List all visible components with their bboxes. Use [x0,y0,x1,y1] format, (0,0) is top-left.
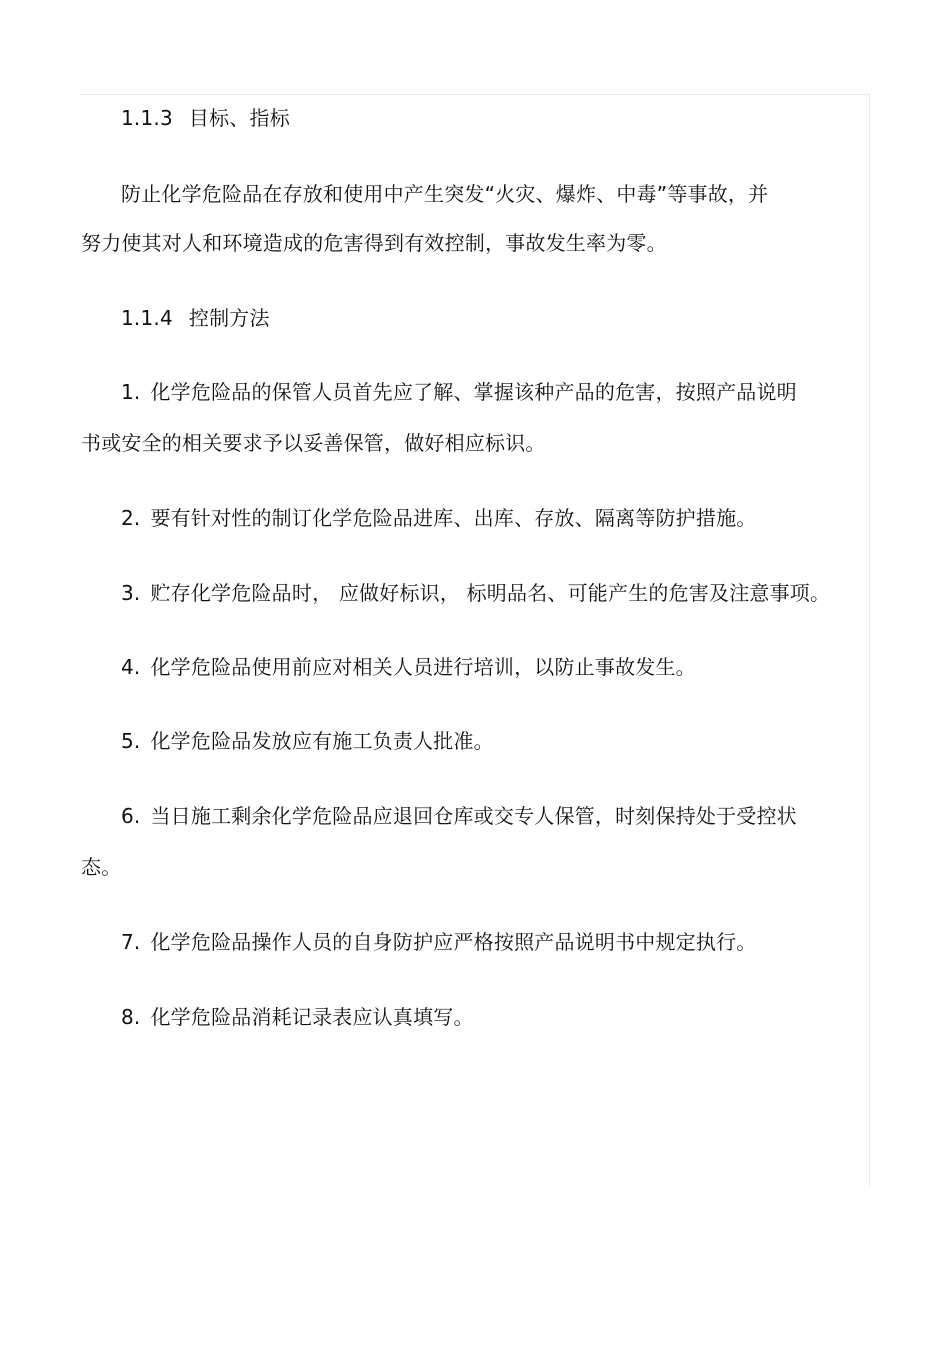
section-title: 控制方法 [188,306,270,330]
list-item-number: 6. [121,804,141,828]
list-item-2 [121,504,756,532]
section-title: 目标、指标 [188,106,290,130]
list-item-4 [121,653,696,681]
list-item-number: 3. [121,581,141,605]
list-item-continuation: 态。 [81,855,122,879]
paragraph-line: 努力使其对人和环境造成的危害得到有效控制，事故发生率为零。 [81,231,667,255]
paragraph-line: 防止化学危险品在存放和使用中产生突发“火灾、爆炸、中毒”等事故，并 [121,182,769,206]
list-item-6 [121,802,797,830]
list-item-number: 7. [121,930,141,954]
list-item-number: 1. [121,380,141,404]
list-item-text: 化学危险品消耗记录表应认真填写。 [150,1005,474,1029]
list-item-3 [121,579,830,607]
list-item-8 [121,1003,474,1031]
section-heading-1-1-4 [121,304,270,332]
list-item-number: 5. [121,729,141,753]
section-heading-1-1-3 [121,104,290,132]
list-item-text: 化学危险品发放应有施工负责人批准。 [150,729,494,753]
list-item-number: 2. [121,506,141,530]
section-number: 1.1.4 [121,306,173,330]
list-item-text: 化学危险品的保管人员首先应了解、掌握该种产品的危害，按照产品说明 [150,380,797,404]
list-item-number: 8. [121,1005,141,1029]
list-item-5 [121,727,494,755]
list-item-7 [121,928,756,956]
list-item-1 [121,378,797,406]
section-number: 1.1.3 [121,106,173,130]
list-item-text: 当日施工剩余化学危险品应退回仓库或交专人保管，时刻保持处于受控状 [150,804,797,828]
list-item-number: 4. [121,655,141,679]
list-item-text: 要有针对性的制订化学危险品进库、出库、存放、隔离等防护措施。 [150,506,757,530]
list-item-continuation: 书或安全的相关要求予以妥善保管，做好相应标识。 [81,431,546,455]
list-item-text: 贮存化学危险品时， 应做好标识， 标明品名、可能产生的危害及注意事项。 [150,581,831,605]
list-item-text: 化学危险品使用前应对相关人员进行培训，以防止事故发生。 [150,655,696,679]
list-item-text: 化学危险品操作人员的自身防护应严格按照产品说明书中规定执行。 [150,930,757,954]
